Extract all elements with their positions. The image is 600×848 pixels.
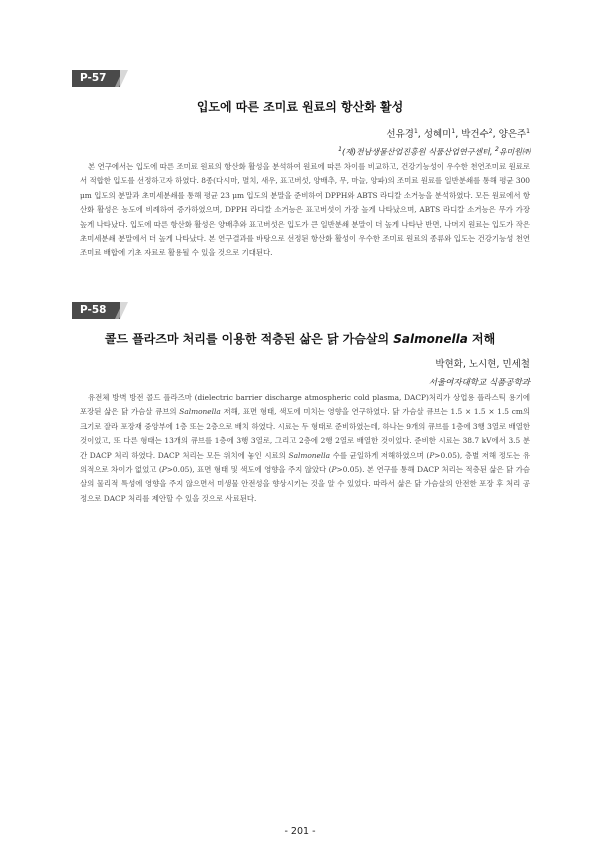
- title-text: 콜드 플라즈마 처리를 이용한 적층된 삶은 닭 가슴살의: [104, 332, 394, 346]
- title-organism: Salmonella: [393, 332, 468, 346]
- abstract-italic-run: P: [331, 465, 337, 475]
- author-list-p58: 박현화, 노시현, 민세철: [435, 359, 530, 370]
- author-sup: 2: [488, 127, 493, 135]
- badge-stripe: [115, 70, 127, 87]
- abstract-italic-run: Salmonella: [179, 407, 221, 417]
- abstract-title-p58: [72, 330, 528, 347]
- abstract-text-run: >0.05). 본 연구를 통해 DACP 처리는 적층된 삶은 닭 가슴살의 물리적 특성에 영향을 주지 않으면서 미생물 안전성을 향상시키는 것을 알 수 있었다. 따라서 삶은 닭 가슴살의 안전한 포장 후 처리 공정으로 DACP 처리를 제안할 수 있을 것으로 사료된다.: [80, 465, 530, 503]
- badge-label: P-57: [80, 72, 107, 84]
- abstract-text-run: 수를 균일하게 저해하였으며 (: [330, 450, 430, 460]
- affil-sup: 1: [338, 146, 342, 153]
- author-sup: 1: [413, 127, 418, 135]
- author-name: 양은주: [498, 129, 527, 140]
- author-name: 선유경: [386, 129, 414, 140]
- abstract-body-p57: 본 연구에서는 입도에 따른 조미료 원료의 항산화 활성을 분석하여 원료에 따른 차이를 비교하고, 건강기능성이 우수한 천연조미료 원료로서 적합한 입도를 선정하고자 하였다. 8종(다시마, 멸치, 새우, 표고버섯, 양배추, 무, 마늘, 양파)의 조미료 원료를 일반분쇄를 통해 평균 300 μm 입도의 분말과 초미세분쇄를 통해 평균 23 μm 입도의 분말을 준비하여 DPPH와 ABTS 라디칼 소거능을 분석하였다. 모든 원료에서 항산화 활성은 농도에 비례하여 증가하였으며, DPPH 라디칼 소거능은 표고버섯이 가장 높게 나타났으며, ABTS 라디칼 소거능은 무가 가장 높게 나타났다. 입도에 따른 항산화 활성은 양배추와 표고버섯은 입도가 큰 일반분쇄 분말이 더 높게 나타난 반면, 나머지 원료는 입도가 작은 초미세분쇄 분말에서 더 높게 나타났다. 본 연구결과를 바탕으로 선정된 항산화 활성이 우수한 조미료 원료의 종류와 입도는 건강기능성 천연조미료 배합에 기초 자료로 활용될 수 있을 것으로 기대된다.: [80, 162, 530, 258]
- author-sup: 1: [526, 127, 530, 135]
- affil-text: (재)전남생물산업진흥원 식품산업연구센터,: [342, 147, 493, 157]
- affil-text: 유미원㈜: [498, 147, 530, 157]
- abstract-italic-run: P: [161, 465, 167, 475]
- abstract-text-run: >0.05), 표면 형태 및 색도에 영향을 주지 않았다 (: [166, 465, 332, 475]
- affiliation-p58: 서울여자대학교 식품공학과: [428, 378, 530, 388]
- title-text: 저해: [467, 332, 496, 346]
- abstract-badge-p57: [72, 70, 120, 87]
- abstract-text-run: 유전체 방벽 방전 콜드 플라즈마 (dielectric barrier discharge atmospheric cold plasma, DACP)처리가 상업용 플라스틱 용기에 포장된 삶은 닭 가슴살 큐브의: [80, 393, 530, 417]
- page-number: - 201 -: [284, 826, 316, 837]
- abstract-italic-run: P: [429, 450, 435, 460]
- abstract-body-p58: [80, 391, 530, 506]
- abstract-badge-p58: [72, 302, 120, 319]
- abstract-title-p57: 입도에 따른 조미료 원료의 항산화 활성: [196, 100, 404, 114]
- author-name: 성혜미: [423, 129, 452, 140]
- abstract-text-run: >0.05), 층별 저해 정도는 유의적으로 차이가 없었고 (: [80, 450, 530, 475]
- affil-sup: 2: [494, 146, 499, 153]
- author-list-p57: 선유경$^1$, 성혜미$^1$, 박건수$^2$, 양은주$^1$: [386, 127, 530, 140]
- abstract-italic-run: Salmonella: [288, 450, 331, 460]
- badge-stripe: [115, 302, 127, 319]
- author-name: 박건수: [461, 129, 489, 140]
- affiliation-p57: [338, 146, 530, 158]
- abstract-text-run: 저해, 표면 형태, 색도에 미치는 영향을 연구하였다. 닭 가슴살 큐브는 1.5 × 1.5 × 1.5 cm의 크기로 잘라 포장재 중앙부에 1층 또는 2층으로 배치 하였다. 시료는 두 형태로 준비하였는데, 하나는 9개의 큐브를 1층에 3행 3열로 배열한 것이었고, 또 다른 형태는 13개의 큐브를 1층에 3행 3열로, 그리고 2층에 2행 2열로 배열한 것이었다. 준비한 시료는 38.7 kV에서 3.5 분간 DACP 처리 하였다. DACP 처리는 모든 위치에 놓인 시료의: [80, 407, 530, 460]
- author-sup: 1: [451, 127, 456, 135]
- badge-label: P-58: [80, 304, 107, 316]
